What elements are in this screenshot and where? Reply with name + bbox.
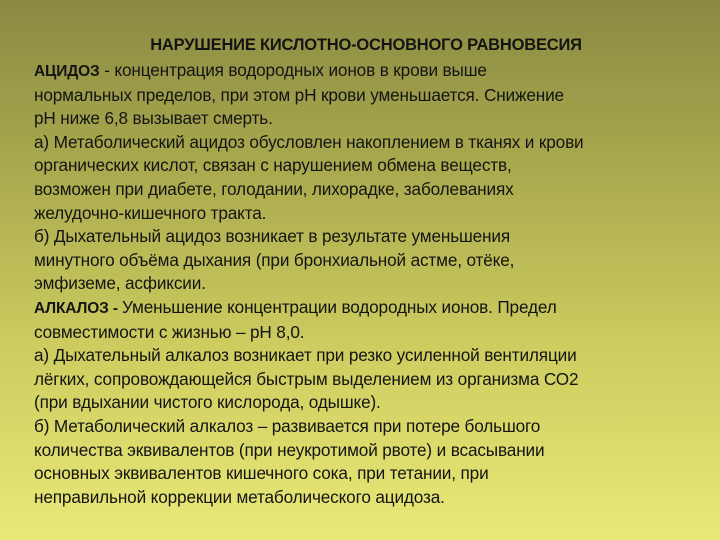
respiratory-acidosis-line: минутного объёма дыхания (при бронхиальной астме, отёке, <box>34 249 515 270</box>
respiratory-alkalosis-line: лёгких, сопровождающейся быстрым выделением из организма СО2 <box>34 368 579 389</box>
metabolic-alkalosis-line: б) Метаболический алкалоз – развивается при потере большого <box>34 415 541 436</box>
metabolic-acidosis-line: возможен при диабете, голодании, лихорадке, заболеваниях <box>34 178 514 199</box>
metabolic-acidosis-line: органических кислот, связан с нарушением обмена веществ, <box>34 155 512 176</box>
alkalosis-line-2: совместимости с жизнью – рН 8,0. <box>34 321 305 342</box>
metabolic-acidosis-line: а) Метаболический ацидоз обусловлен накоплением в тканях и крови <box>34 131 584 152</box>
slide-body <box>34 59 690 509</box>
alkalosis-definition-line <box>34 296 690 321</box>
metabolic-alkalosis-line: неправильной коррекции метаболического ацидоза. <box>34 486 445 507</box>
respiratory-alkalosis-line: (при вдыхании чистого кислорода, одышке). <box>34 392 381 413</box>
acidosis-definition-line <box>34 59 690 84</box>
metabolic-acidosis-line: желудочно-кишечного тракта. <box>34 202 267 223</box>
acidosis-line-2: нормальных пределов, при этом рН крови уменьшается. Снижение <box>34 84 564 105</box>
alkalosis-term: АЛКАЛОЗ - <box>34 299 123 317</box>
metabolic-alkalosis-line: количества эквивалентов (при неукротимой рвоте) и всасывании <box>34 439 545 460</box>
respiratory-acidosis-line: б) Дыхательный ацидоз возникает в результате уменьшения <box>34 226 510 247</box>
acidosis-line-3: рН ниже 6,8 вызывает смерть. <box>34 108 273 129</box>
alkalosis-definition-text: Уменьшение концентрации водородных ионов. Предел <box>122 296 557 317</box>
acidosis-definition-text: - концентрация водородных ионов в крови выше <box>99 60 487 80</box>
respiratory-acidosis-line: эмфиземе, асфиксии. <box>34 273 206 294</box>
slide-title: НАРУШЕНИЕ КИСЛОТНО-ОСНОВНОГО РАВНОВЕСИЯ <box>150 36 582 54</box>
respiratory-alkalosis-line: а) Дыхательный алкалоз возникает при резко усиленной вентиляции <box>34 345 577 366</box>
acidosis-term: АЦИДОЗ <box>34 63 100 80</box>
metabolic-alkalosis-line: основных эквивалентов кишечного сока, при тетании, при <box>34 463 489 484</box>
